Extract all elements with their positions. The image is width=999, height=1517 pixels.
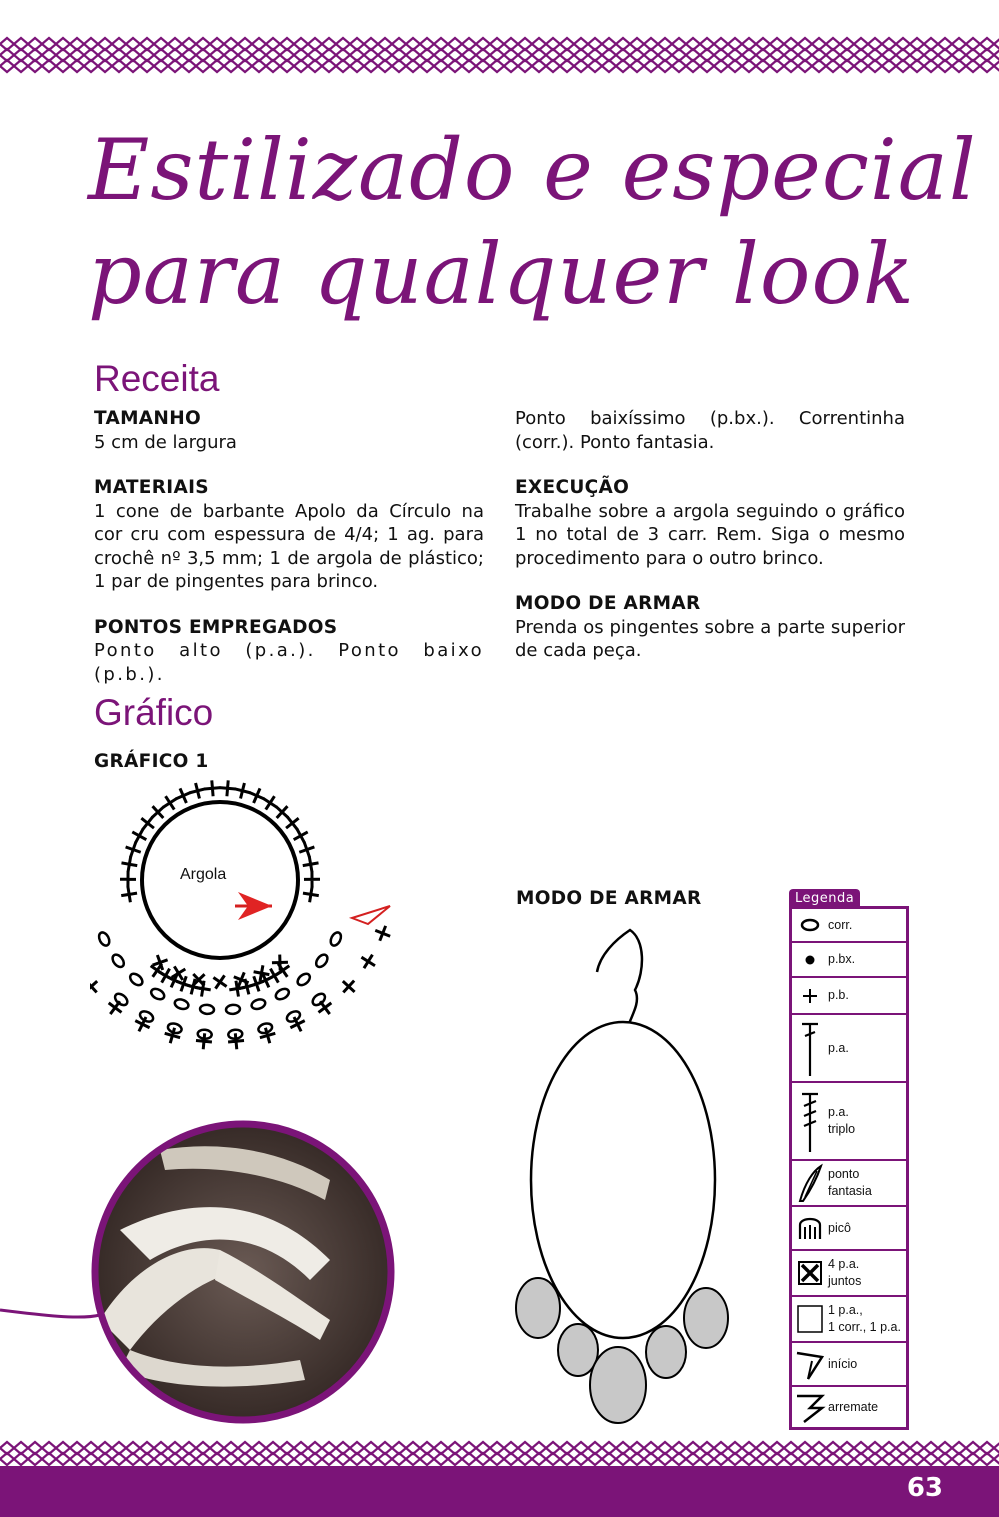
puff-icon bbox=[795, 1163, 825, 1203]
page-number: 63 bbox=[906, 1473, 943, 1503]
stitch-chain bbox=[149, 987, 166, 1002]
stitch-plus bbox=[303, 886, 319, 902]
legend-item-pico: picô bbox=[792, 1207, 906, 1251]
stitch-plus bbox=[294, 829, 308, 843]
stitch-plus bbox=[190, 783, 206, 799]
stitch-chain bbox=[138, 1009, 155, 1024]
x-box-icon bbox=[797, 1260, 823, 1286]
stitch-plus bbox=[303, 856, 319, 872]
stitch-chain bbox=[226, 1004, 241, 1014]
tamanho-label: TAMANHO bbox=[94, 408, 202, 429]
stitch-plus bbox=[304, 871, 320, 887]
legend-item-1pa-1corr: 1 p.a., 1 corr., 1 p.a. bbox=[792, 1297, 906, 1343]
stitch-plus bbox=[319, 1001, 332, 1014]
grafico-heading: Gráfico bbox=[94, 692, 214, 733]
modo-armar-text: Prenda os pingentes sobre a parte superior de cada peça. bbox=[515, 616, 905, 661]
stitch-plus bbox=[120, 871, 136, 887]
bottom-zigzag-border bbox=[0, 1440, 999, 1468]
stitch-plus bbox=[235, 783, 251, 799]
stitch-plus bbox=[299, 842, 314, 857]
modo-armar-diagram-label: MODO DE ARMAR bbox=[516, 888, 702, 909]
stitch-chain bbox=[200, 1004, 215, 1014]
earring-oval bbox=[531, 1022, 715, 1338]
pontos-text-part2: Ponto baixíssimo (p.bx.). Correntinha (corr.). Ponto fantasia. bbox=[515, 408, 905, 453]
stitch-plus bbox=[220, 780, 236, 796]
stitch-plus bbox=[286, 817, 299, 830]
stitch-plus bbox=[172, 966, 186, 980]
argola-label: Argola bbox=[180, 866, 227, 883]
page-title bbox=[88, 118, 977, 326]
stitch-plus bbox=[267, 969, 281, 983]
stitch-plus bbox=[260, 1028, 275, 1043]
stitch-chain bbox=[110, 953, 126, 970]
stitch-plus bbox=[165, 1028, 180, 1043]
stitch-plus bbox=[152, 806, 164, 818]
modo-armar-label: MODO DE ARMAR bbox=[515, 593, 701, 614]
empty-box-icon bbox=[796, 1304, 824, 1334]
grafico1-label: GRÁFICO 1 bbox=[94, 751, 209, 772]
execucao-label: EXECUÇÃO bbox=[515, 477, 630, 498]
stitch-plus bbox=[121, 856, 137, 872]
legend-item-pb: p.b. bbox=[792, 978, 906, 1015]
stitch-plus bbox=[132, 829, 146, 843]
stitch-plus bbox=[126, 842, 141, 857]
tamanho-text: 5 cm de largura bbox=[94, 431, 237, 453]
stitch-chain bbox=[295, 972, 312, 988]
title-line-2: para qualquer look bbox=[88, 225, 915, 323]
legend-box bbox=[789, 906, 909, 1430]
materiais-label: MATERIAIS bbox=[94, 477, 209, 498]
legend-item-ponto-fantasia: ponto fantasia bbox=[792, 1161, 906, 1207]
legend-item-pa: p.a. bbox=[792, 1015, 906, 1083]
right-column bbox=[515, 407, 905, 685]
stitch-chain bbox=[250, 998, 266, 1011]
plus-icon bbox=[800, 986, 820, 1006]
legend-item-corr: corr. bbox=[792, 909, 906, 943]
stitch-plus bbox=[159, 969, 173, 983]
treble-icon bbox=[798, 1018, 822, 1078]
picot-icon bbox=[796, 1215, 824, 1241]
legend-item-pa-triplo: p.a. triplo bbox=[792, 1083, 906, 1161]
stitch-plus bbox=[213, 975, 226, 988]
left-column bbox=[94, 407, 484, 708]
legend-item-4pa-juntos: 4 p.a. juntos bbox=[792, 1251, 906, 1297]
stitch-plus bbox=[361, 955, 375, 969]
stitch-plus bbox=[276, 806, 288, 818]
stitch-plus bbox=[176, 788, 191, 803]
legend-item-pbx: p.bx. bbox=[792, 943, 906, 978]
start-arrow-icon bbox=[794, 1347, 826, 1381]
dot-icon bbox=[803, 953, 817, 967]
pontos-text-part1: Ponto alto (p.a.). Ponto baixo (p.b.). bbox=[94, 640, 484, 685]
stitch-plus bbox=[141, 817, 154, 830]
stitch-plus bbox=[249, 788, 264, 803]
stitch-chain bbox=[128, 972, 145, 988]
stitch-plus bbox=[375, 926, 390, 941]
earring-hook bbox=[597, 930, 642, 1028]
stitch-plus bbox=[204, 780, 220, 796]
arremate-arrow-icon bbox=[352, 906, 390, 924]
triple-treble-icon bbox=[798, 1088, 822, 1154]
assembly-diagram bbox=[505, 920, 745, 1430]
stitch-plus bbox=[109, 1001, 122, 1014]
legend-item-inicio: início bbox=[792, 1343, 906, 1387]
stitch-chain bbox=[329, 931, 343, 948]
chart-stitches bbox=[90, 780, 390, 1049]
legend-item-arremate: arremate bbox=[792, 1387, 906, 1427]
stitch-chain bbox=[97, 931, 111, 948]
execucao-text: Trabalhe sobre a argola seguindo o gráfico 1 no total de 3 carr. Rem. Siga o mesmo procedimento para o outro brinco. bbox=[515, 500, 905, 569]
end-arrow-icon bbox=[794, 1390, 826, 1424]
crochet-chart-diagram bbox=[90, 780, 400, 1070]
product-photo bbox=[0, 1120, 395, 1425]
chain-oval-icon bbox=[800, 918, 820, 932]
stitch-plus bbox=[263, 796, 276, 809]
stitch-chain bbox=[285, 1009, 302, 1024]
top-zigzag-border bbox=[0, 36, 999, 74]
receita-heading: Receita bbox=[94, 358, 220, 399]
footer-bar bbox=[0, 1466, 999, 1517]
stitch-plus bbox=[90, 981, 97, 993]
stitch-chain bbox=[314, 953, 330, 970]
stitch-plus bbox=[343, 981, 355, 993]
stitch-plus bbox=[163, 796, 176, 809]
stitch-plus bbox=[176, 976, 191, 991]
pontos-label: PONTOS EMPREGADOS bbox=[94, 616, 338, 638]
legend-title: Legenda bbox=[789, 889, 860, 907]
materiais-text: 1 cone de barbante Apolo da Círculo na cor cru com espessura de 4/4; 1 ag. para crochê nº 3,5 mm; 1 de argola de plástico; 1 par de pingentes para brinco. bbox=[94, 500, 484, 592]
stitch-plus bbox=[121, 886, 137, 902]
stitch-plus bbox=[276, 964, 289, 977]
stitch-chain bbox=[274, 987, 291, 1002]
stitch-chain bbox=[174, 998, 190, 1011]
title-line-1: Estilizado e especial bbox=[88, 121, 977, 219]
